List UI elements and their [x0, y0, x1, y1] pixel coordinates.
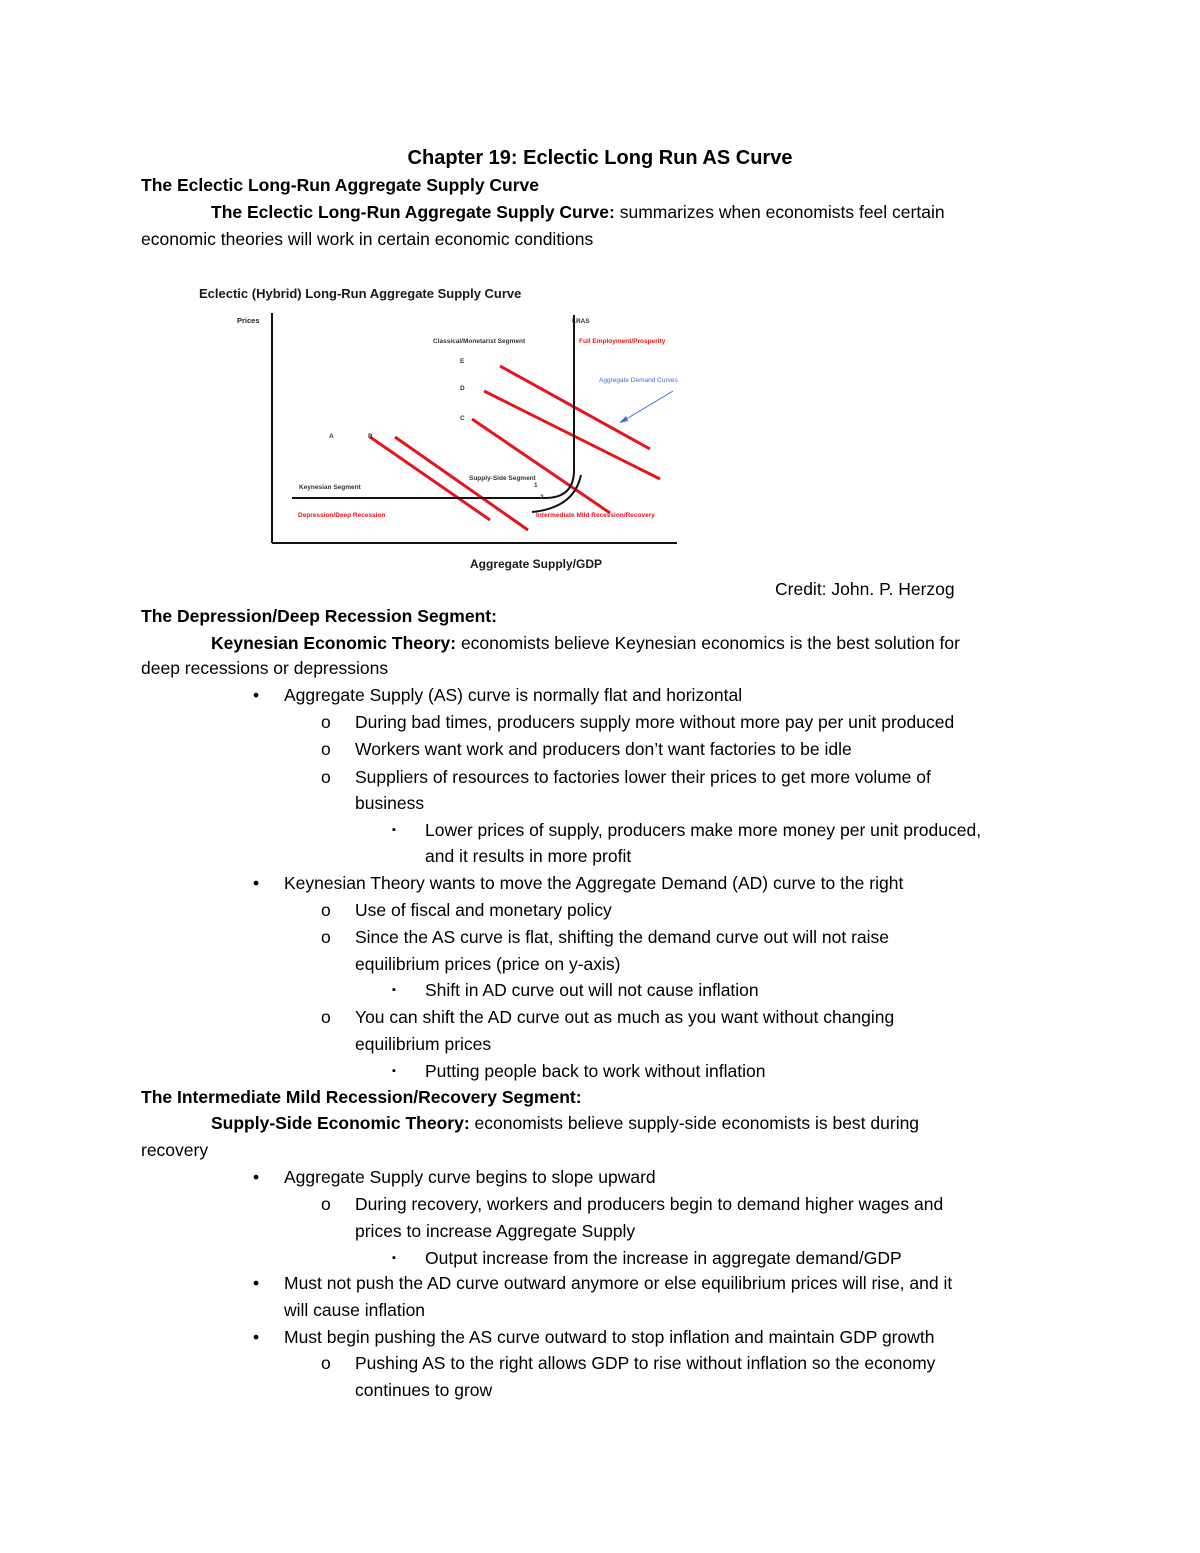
bullet-marker: •	[253, 1327, 260, 1347]
point-label-1: 1	[534, 482, 538, 489]
lras-label: LRAS	[572, 318, 590, 325]
definition-term: The Eclectic Long-Run Aggregate Supply Curve:	[211, 202, 615, 222]
sub-bullet-marker: o	[321, 900, 331, 920]
list-item: Shift in AD curve out will not cause inflation	[425, 980, 759, 1000]
section-heading-eclectic: The Eclectic Long-Run Aggregate Supply Curve	[141, 175, 540, 195]
image-credit: Credit: John. P. Herzog	[775, 579, 955, 599]
list-item-continuation: continues to grow	[355, 1380, 493, 1400]
bullet-marker: •	[253, 685, 260, 705]
list-item: Output increase from the increase in aggregate demand/GDP	[425, 1248, 902, 1268]
section-heading-intermediate: The Intermediate Mild Recession/Recovery Segment:	[141, 1087, 582, 1107]
list-item: During recovery, workers and producers begin to demand higher wages and	[355, 1194, 944, 1214]
sub-bullet-marker: o	[321, 1353, 331, 1373]
list-item: Pushing AS to the right allows GDP to rise without inflation so the economy	[355, 1353, 936, 1373]
point-label-c: C	[460, 415, 465, 422]
keynesian-segment-label: Keynesian Segment	[299, 484, 361, 491]
point-label-a: A	[329, 433, 334, 440]
list-item: Must not push the AD curve outward anymore or else equilibrium prices will rise, and it	[284, 1273, 953, 1293]
arrowhead-icon	[619, 416, 628, 423]
keynesian-theory-line-1	[211, 632, 960, 654]
classical-segment-label: Classical/Monetarist Segment	[433, 338, 526, 345]
point-label-d: D	[460, 385, 465, 392]
sub-bullet-marker: o	[321, 1194, 331, 1214]
supply-side-theory-line-1	[211, 1112, 919, 1134]
page-title: Chapter 19: Eclectic Long Run AS Curve	[407, 147, 793, 169]
list-item: Must begin pushing the AS curve outward to stop inflation and maintain GDP growth	[284, 1327, 935, 1347]
ad-curves-label: Aggregate Demand Curves	[599, 377, 678, 384]
list-item-continuation: equilibrium prices (price on y-axis)	[355, 954, 621, 974]
x-axis-label: Aggregate Supply/GDP	[470, 557, 603, 571]
diagram-title: Eclectic (Hybrid) Long-Run Aggregate Supply Curve	[199, 286, 522, 301]
list-item: Keynesian Theory wants to move the Aggregate Demand (AD) curve to the right	[284, 873, 904, 893]
sub-sub-bullet-marker: ▪	[392, 984, 396, 996]
keynesian-theory-term: Keynesian Economic Theory:	[211, 633, 457, 653]
sub-bullet-marker: o	[321, 1007, 331, 1027]
ad-curve-b	[395, 437, 528, 530]
keynesian-theory-line-2: deep recessions or depressions	[141, 658, 389, 678]
supply-side-theory-term: Supply-Side Economic Theory:	[211, 1113, 470, 1133]
list-item: You can shift the AD curve out as much as you want without changing	[355, 1007, 895, 1027]
bullet-marker: •	[253, 1167, 260, 1187]
sub-bullet-marker: o	[321, 767, 331, 787]
bullet-marker: •	[253, 1273, 260, 1293]
list-item-continuation: equilibrium prices	[355, 1034, 492, 1054]
list-item: Workers want work and producers don’t want factories to be idle	[355, 739, 852, 759]
definition-line-2: economic theories will work in certain economic conditions	[141, 229, 594, 249]
list-item: Aggregate Supply (AS) curve is normally flat and horizontal	[284, 685, 743, 705]
sub-bullet-marker: o	[321, 712, 331, 732]
definition-text: summarizes when economists feel certain	[614, 202, 945, 222]
point-label-2: 2	[540, 494, 544, 501]
definition-line-1	[211, 201, 945, 223]
full-employment-label: Full Employment/Prosperity	[579, 338, 666, 345]
section-heading-depression: The Depression/Deep Recession Segment:	[141, 606, 497, 626]
list-item: Since the AS curve is flat, shifting the demand curve out will not raise	[355, 927, 890, 947]
eclectic-as-curve-diagram	[190, 280, 720, 580]
list-item-continuation: and it results in more profit	[425, 846, 632, 866]
list-item: Lower prices of supply, producers make more money per unit produced,	[425, 820, 982, 840]
sub-bullet-marker: o	[321, 739, 331, 759]
depression-label: Depression/Deep Recession	[298, 512, 386, 519]
intermediate-label: Intermediate Mild Recession/Recovery	[536, 512, 655, 519]
list-item-continuation: will cause inflation	[284, 1300, 426, 1320]
list-item: Suppliers of resources to factories lower their prices to get more volume of	[355, 767, 931, 787]
list-item-continuation: prices to increase Aggregate Supply	[355, 1221, 636, 1241]
bullet-marker: •	[253, 873, 260, 893]
list-item: Putting people back to work without inflation	[425, 1061, 766, 1081]
sub-bullet-marker: o	[321, 927, 331, 947]
sub-sub-bullet-marker: ▪	[392, 1065, 396, 1077]
ad-pointer-arrow	[623, 391, 673, 421]
list-item: During bad times, producers supply more without more pay per unit produced	[355, 712, 955, 732]
supply-side-segment-label: Supply-Side Segment	[469, 475, 536, 482]
sub-sub-bullet-marker: ▪	[392, 1252, 396, 1264]
supply-side-theory-text: economists believe supply-side economists is best during	[469, 1113, 920, 1133]
keynesian-theory-text: economists believe Keynesian economics is the best solution for	[456, 633, 960, 653]
sub-sub-bullet-marker: ▪	[392, 824, 396, 836]
y-axis-label: Prices	[237, 316, 260, 325]
point-label-b: B	[368, 433, 373, 440]
list-item: Use of fiscal and monetary policy	[355, 900, 612, 920]
list-item: Aggregate Supply curve begins to slope upward	[284, 1167, 656, 1187]
point-label-e: E	[460, 358, 465, 365]
list-item-continuation: business	[355, 793, 425, 813]
supply-side-theory-line-2: recovery	[141, 1140, 209, 1160]
